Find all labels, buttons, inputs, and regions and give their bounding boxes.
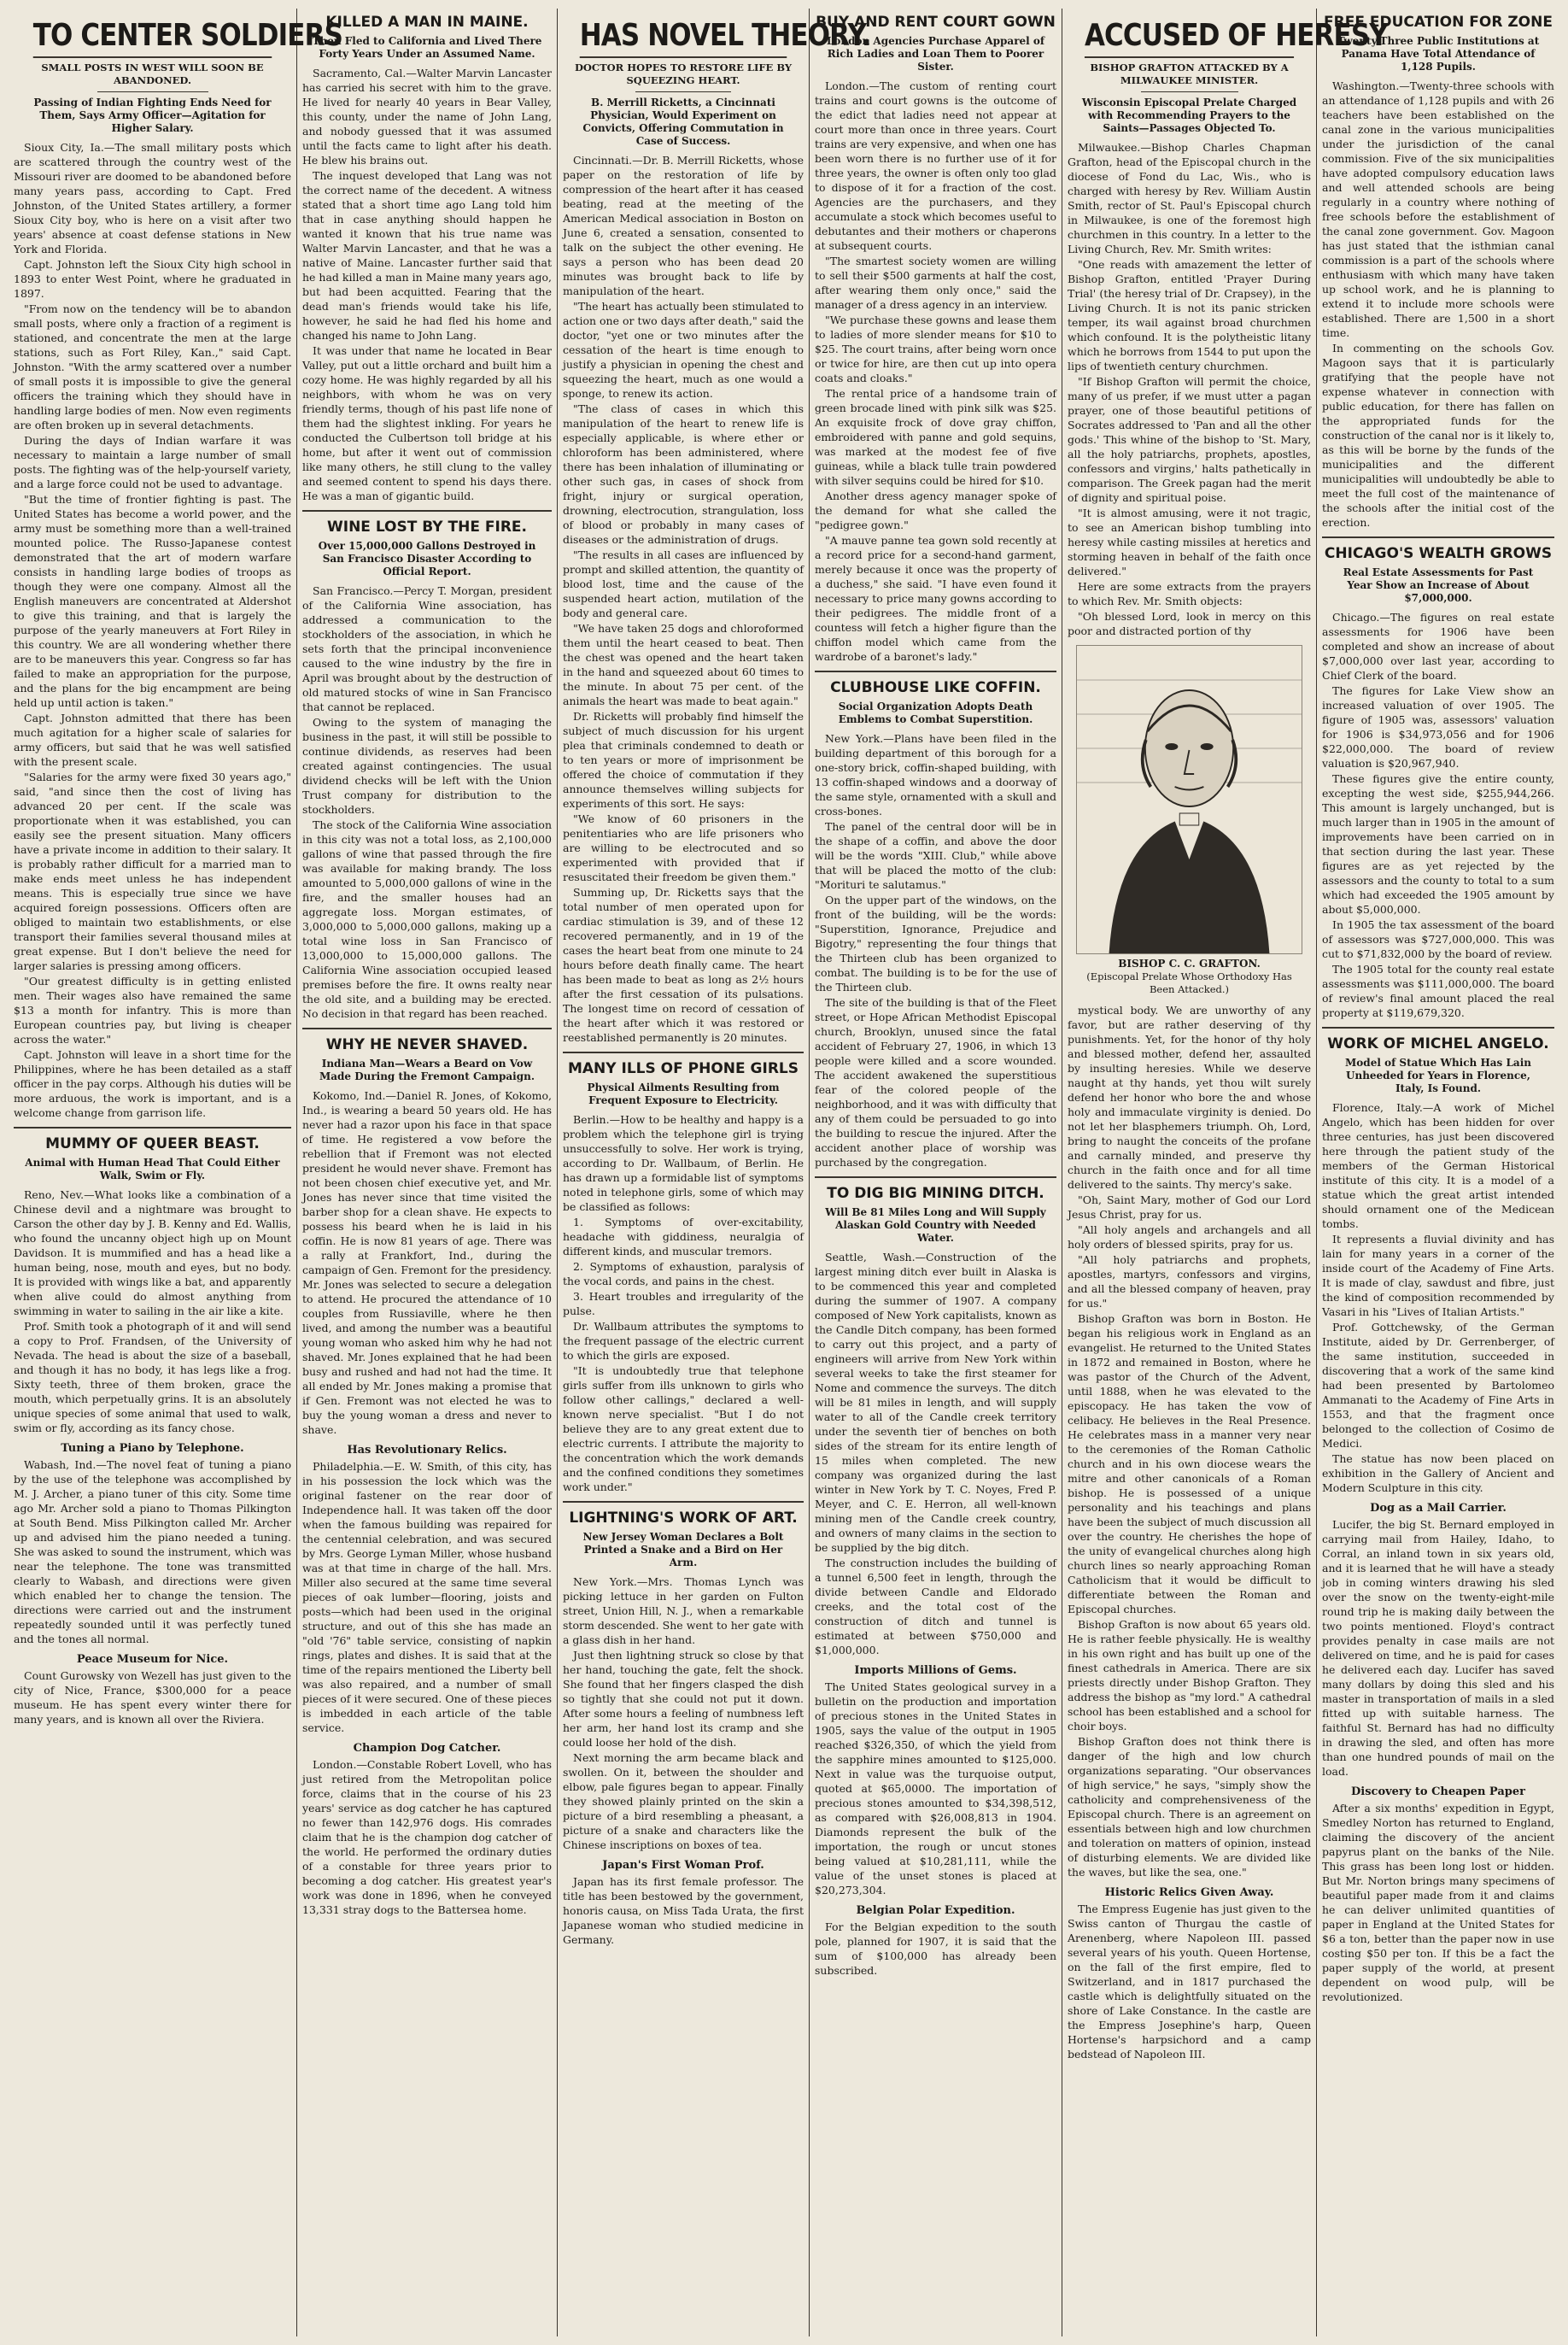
paragraph: "It is almost amusing, were it not tragic, to see an American bishop tumbling into heresy while casting missiles at heretics and storming heaven in behalf of the faith once delivered.": [1068, 507, 1311, 577]
paragraph: The Empress Eugenie has just given to the Swiss canton of Thurgau the castle of Arenenberg, where Napoleon III. passed several years of his youth. Queen Hortense, on the fall of the first empire, fled to Switzerland, and in 1817 purchased the castle which is delightfully situated on the shore of Lake Constance. In the castle are the Empress Josephine's harp, Queen Hortense's harpsichord and a camp bedstead of Napoleon III.: [1068, 1902, 1311, 2061]
column-2: [297, 9, 558, 2336]
paragraph: New York.—Plans have been filed in the building department of this borough for a one-story brick, coffin-shaped building, with 13 coffin-shaped windows and a doorway of the same style, ornamented with a skull and cross-bones.: [815, 732, 1056, 818]
paragraph: Owing to the system of managing the business in the past, it will still be possible to continue dividends, as reserves had been created against contingencies. The usual dividend checks will be left with the Union Trust company for distribution to the stockholders.: [302, 716, 552, 816]
paragraph: Philadelphia.—E. W. Smith, of this city, has in his possession the lock which was the original fastener on the rear door of Independence hall. It was taken off the door when the famous building was repaired for the centennial celebration, and was secured by Mrs. George Lyman Miller, whose husband was at that time in charge of the hall. Mrs. Miller also secured at the same time several pieces of oak lumber—flooring, joists and posts—which had been used in the original structure, and out of this she has made an "old '76" table service, consisting of napkin rings, plates and dishes. It is said that at the time of the repairs mentioned the Liberty bell was also repaired, and a number of small pieces of it were secured. One of these pieces is imbedded in each article of the table service.: [302, 1460, 552, 1734]
headline-killed-man: KILLED A MAN IN MAINE.: [325, 14, 529, 31]
deck: Physical Ailments Resulting from Frequent Exposure to Electricity.: [587, 1082, 780, 1106]
minor-headline: Japan's First Woman Prof.: [602, 1859, 764, 1872]
minor-headline: Belgian Polar Expedition.: [856, 1904, 1015, 1917]
paragraph: mystical body. We are unworthy of any favor, but are rather deserving of thy punishments. Yet, for the honor of thy holy and blessed mother, defend her, assaulted by insulting heresies. While we deserve naught at thy hands, yet thou wilt surely defend her honor who bore the and whose holy and immaculate virginity is denied. Do not let her blasphemers triumph. Oh, Lord, bring to naught the conceits of the profane and carnally minded, and preserve thy church in the faith once and for all time delivered to the saints. Thy mercy's sake.: [1068, 1004, 1311, 1191]
column-6: [1317, 9, 1559, 2336]
headline-novel-theory: HAS NOVEL THEORY.: [580, 15, 787, 58]
caption-name: BISHOP C. C. GRAFTON.: [1118, 958, 1261, 970]
paragraph: These figures give the entire county, excepting the west side, $255,944,266. This amount is largely unchanged, but is much larger than in 1905 in the amount of improvements have been carried on in that section during the last year. These figures are as yet rejected by the assessors and the county to total to a sum which had exceeded the 1905 amount by about $5,000,000.: [1322, 772, 1554, 916]
paragraph: Bishop Grafton was born in Boston. He began his religious work in England as an evangelist. He returned to the United States in 1872 and remained in Boston, where he was pastor of the Church of the Advent, until 1888, when he was elevated to the episcopacy. He has taken the vow of celibacy. He believes in the Real Presence. He celebrates mass in a manner very near to the ceremonies of the Roman Catholic church and in his own diocese wears the mitre and other canonicals of a Roman bishop. He is possessed of a unique personality and his teachings and plans have been the subject of much discussion all over the country. He cherishes the hope of the unity of evangelical churches along high church lines so nearly approaching Roman Catholicism that it would be difficult to differentiate between the Roman and Episcopal churches.: [1068, 1312, 1311, 1615]
headline-center-soldiers: TO CENTER SOLDIERS: [33, 15, 272, 58]
paragraph: Dr. Ricketts will probably find himself the subject of much discussion for his urgent plea that criminals condemned to death or to ten years or more of imprisonment be offered the choice of commutation if they announce themselves willing subjects for experiments of this sort. He says:: [563, 710, 804, 810]
paragraph: On the upper part of the windows, on the front of the building, will be the words: "Superstition, Ignorance, Prejudice and Bigotry," representing the four things that the Thirteen club has been organized to combat. The building is to be for the use of the Thirteen club.: [815, 894, 1056, 994]
paragraph: It was under that name he located in Bear Valley, put out a little orchard and built him a cozy home. He was highly regarded by all his neighbors, with whom he was on very friendly terms, though of his past life none of them had the slightest inkling. For years he conducted the Culbertson toll bridge at his home, but after it went out of commission like many others, he still clung to the valley and seemed content to spend his days there. He was a man of gigantic build.: [302, 344, 552, 502]
headline-never-shaved: WHY HE NEVER SHAVED.: [325, 1036, 529, 1053]
minor-headline: Imports Millions of Gems.: [854, 1664, 1017, 1677]
subhead: BISHOP GRAFTON ATTACKED BY A MILWAUKEE MINISTER.: [1090, 62, 1289, 86]
paragraph: Berlin.—How to be healthy and happy is a problem which the telephone girl is trying unsuccessfully to solve. Her work is trying, according to Dr. Wallbaum, of Berlin. He has drawn up a formidable list of symptoms noted in telephone girls, some of which may be classified as follows:: [563, 1113, 804, 1213]
paragraph: Summing up, Dr. Ricketts says that the total number of men operated upon for cardiac stimulation is 39, and of these 12 recovered permanently, and in 19 of the cases the heart beat from one minute to 24 hours before death finally came. The heart has been made to beat as long as 2½ hours after the first cessation of its pulsations. The longest time on record of cessation of the heart after which it was restored or reestablished permanently is 20 minutes.: [563, 886, 804, 1044]
paragraph: Kokomo, Ind.—Daniel R. Jones, of Kokomo, Ind., is wearing a beard 50 years old. He has never had a razor upon his face in that space of time. He registered a vow before the rebellion that if Fremont was not elected president he would never shave. Fremont has not been chosen chief executive yet, and Mr. Jones has never since that time visited the barber shop for a clean shave. He expects to possess his beard when he is laid in his coffin. He is now 81 years of age. There was a rally at Frankfort, Ind., during the campaign of Gen. Fremont for the presidency. Mr. Jones was selected to secure a delegation to attend. He procured the attendance of 10 couples from Russiaville, where he then lived, and among the number was a beautiful young woman who asked him why he had not shaved. Mr. Jones explained that he had been busy and rushed and had not had the time. It all ended by Mr. Jones making a promise that if Gen. Fremont was not elected he was to buy the young woman a dress and never to shave.: [302, 1089, 552, 1436]
deck: London Agencies Purchase Apparel of Rich Ladies and Loan Them to Poorer Sister.: [826, 35, 1045, 73]
divider: [14, 1127, 291, 1129]
paragraph: "If Bishop Grafton will permit the choice, many of us prefer, if we must utter a pagan prayer, one of those beautiful petitions of Socrates addressed to 'Pan and all the other gods.' This whine of the bishop to 'St. Mary, all the holy patriarchs, prophets, apostles, confessors and virgins,' halts pathetically in comparison. The Greek pagan had the merit of dignity and spiritual poise.: [1068, 375, 1311, 504]
deck: Real Estate Assessments for Past Year Show an Increase of About $7,000,000.: [1343, 566, 1534, 604]
paragraph: "Salaries for the army were fixed 30 years ago," said, "and since then the cost of living has advanced 20 per cent. If the scale was proportionate when it was established, you can easily see the present situation. Many officers have a private income in addition to their salary. It is probably rather difficult for a married man to make ends meet unless he has independent means. This is especially true since we have acquired foreign possessions. Officers often are obliged to maintain two establishments, or else transport their families several thousand miles at great expense. But I don't believe the need for larger salaries is pressing among officers.: [14, 771, 291, 972]
paragraph: The construction includes the building of a tunnel 6,500 feet in length, through the divide between Candle and Eldorado creeks, and the total cost of the construction of ditch and tunnel is estimated at between $750,000 and $1,000,000.: [815, 1556, 1056, 1656]
minor-headline: Tuning a Piano by Telephone.: [61, 1442, 244, 1455]
deck: New Jersey Woman Declares a Bolt Printed a Snake and a Bird on Her Arm.: [582, 1531, 784, 1568]
paragraph: Next morning the arm became black and swollen. On it, between the shoulder and elbow, pale figures began to appear. Finally they showed plainly printed on the skin a picture of a bird resembling a pheasant, a picture of a snake and characters like the Chinese inscriptions on boxes of tea.: [563, 1751, 804, 1851]
paragraph: Japan has its first female professor. The title has been bestowed by the government, honoris causa, on Miss Tada Urata, the first Japanese woman who studied medicine in Germany.: [563, 1875, 804, 1946]
caption-description: (Episcopal Prelate Whose Orthodoxy Has Been Attacked.): [1086, 970, 1292, 995]
subhead: SMALL POSTS IN WEST WILL SOON BE ABANDONED.: [41, 62, 264, 86]
paragraph: Here are some extracts from the prayers to which Rev. Mr. Smith objects:: [1068, 580, 1311, 607]
divider: [97, 91, 208, 92]
deck: Twenty-Three Public Institutions at Panama Have Total Attendance of 1,128 Pupils.: [1337, 35, 1540, 73]
headline-free-education: FREE EDUCATION FOR ZONE: [1324, 14, 1553, 31]
paragraph: Capt. Johnston will leave in a short time for the Philippines, where he has been detailed as a staff officer in the pay corps. Although his duties will be more arduous, the work is important, and is a welcome change from garrison life.: [14, 1048, 291, 1119]
deck: Passing of Indian Fighting Ends Need for Them, Says Army Officer—Agitation for Higher Salary.: [33, 97, 272, 134]
paragraph: Florence, Italy.—A work of Michel Angelo, which has been hidden for over three centuries, has just been discovered here through the patient study of the members of the German Historical institute of this city. It is a model of a statue which the great artist intended should ornament one of the Medicean tombs.: [1322, 1101, 1554, 1230]
paragraph: "The heart has actually been stimulated to action one or two days after death," said the doctor, "yet one or two minutes after the cessation of the heart is time enough to justify a physician in opening the chest and squeezing the heart, much as one would a sponge, to renew its action.: [563, 300, 804, 400]
paragraph: "All holy angels and archangels and all holy orders of blessed spirits, pray for us.: [1068, 1223, 1311, 1251]
paragraph: "Our greatest difficulty is in getting enlisted men. Their wages also have remained the same $13 a month for infantry. This is more than European countries pay, but living is cheaper across the water.": [14, 975, 291, 1046]
deck: Model of Statue Which Has Lain Unheeded for Years in Florence, Italy, Is Found.: [1345, 1057, 1531, 1094]
minor-headline: Peace Museum for Nice.: [76, 1653, 229, 1666]
paragraph: "The results in all cases are influenced by prompt and skilled attention, the quantity of blood lost, time and the cause of the suspended heart action, mutilation of the body and general care.: [563, 548, 804, 619]
minor-headline: Dog as a Mail Carrier.: [1370, 1502, 1507, 1515]
paragraph: Milwaukee.—Bishop Charles Chapman Grafton, head of the Episcopal church in the diocese of Fond du Lac, Wis., who is charged with heresy by Rev. William Austin Smith, rector of St. Paul's Episcopal church in Milwaukee, is one of the foremost high churchmen in this country. In a letter to the Living Church, Rev. Mr. Smith writes:: [1068, 141, 1311, 255]
paragraph: "All holy patriarchs and prophets, apostles, martyrs, confessors and virgins, and all the blessed company of heaven, pray for us.": [1068, 1253, 1311, 1310]
paragraph: The statue has now been placed on exhibition in the Gallery of Ancient and Modern Sculpture in this city.: [1322, 1452, 1554, 1494]
deck: B. Merrill Ricketts, a Cincinnati Physician, Would Experiment on Convicts, Offering Commutation in Case of Success.: [582, 97, 784, 147]
paragraph: "We purchase these gowns and lease them to ladies of more slender means for $10 to $25. The court trains, after being worn once or twice for hire, are then cut up into opera coats and cloaks.": [815, 314, 1056, 384]
divider: [635, 91, 732, 92]
divider: [1141, 91, 1238, 92]
minor-headline: Discovery to Cheapen Paper: [1351, 1785, 1525, 1798]
headline-heresy: ACCUSED OF HERESY: [1085, 15, 1294, 58]
headline-mining-ditch: TO DIG BIG MINING DITCH.: [827, 1185, 1044, 1202]
paragraph: 2. Symptoms of exhaustion, paralysis of the vocal cords, and pains in the chest.: [563, 1260, 804, 1287]
paragraph: Sioux City, Ia.—The small military posts which are scattered through the country west of the Missouri river are doomed to be abandoned before many years pass, according to Capt. Fred Johnston, of the United States artillery, a former Sioux City boy, who is here on a visit after two years' absence at coast defense stations in New York and Florida.: [14, 141, 291, 255]
minor-headline: Has Revolutionary Relics.: [347, 1444, 507, 1457]
paragraph: The rental price of a handsome train of green brocade lined with pink silk was $25. An exquisite frock of dove gray chiffon, embroidered with panne and gold sequins, was marked at the modest fee of five guineas, while a black tulle train powdered with silver sequins could be hired for $10.: [815, 387, 1056, 487]
paragraph: The panel of the central door will be in the shape of a coffin, and above the door will be the words "XIII. Club," while above that will be placed the motto of the club: "Morituri te salutamus.": [815, 820, 1056, 891]
divider: [1322, 1027, 1554, 1029]
paragraph: 1. Symptoms of over-excitability, headache with giddiness, neuralgia of different kinds, and muscular tremors.: [563, 1216, 804, 1258]
portrait-illustration-icon: [1077, 646, 1302, 953]
paragraph: Count Gurowsky von Wezell has just given to the city of Nice, France, $300,000 for a peace museum. He has spent every winter there for many years, and is known all over the Riviera.: [14, 1669, 291, 1726]
paragraph: Capt. Johnston left the Sioux City high school in 1893 to enter West Point, where he graduated in 1897.: [14, 258, 291, 300]
headline-phone-girls: MANY ILLS OF PHONE GIRLS: [567, 1060, 799, 1077]
paragraph: The stock of the California Wine association in this city was not a total loss, as 2,100,000 gallons of wine that passed through the fire was available for making brandy. The loss amounted to 5,000,000 gallons of wine in the fire, and the smaller houses had an aggregate loss. Morgan estimates, of 3,000,000 to 5,000,000 gallons, making up a total wine loss in San Francisco of 13,000,000 to 15,000,000 gallons. The California Wine association occupied leased premises before the fire. It owns realty near the old site, and a building may be erected. No decision in that regard has been reached.: [302, 818, 552, 1020]
column-1: [9, 9, 343, 2336]
deck: Then Fled to California and Lived There Forty Years Under an Assumed Name.: [312, 35, 542, 60]
paragraph: "A mauve panne tea gown sold recently at a record price for a second-hand garment, merely because it once was the property of a duchess," she said. "I have even found it necessary to price many gowns according to their pedigrees. The middle front of a countess will fetch a higher figure than the chiffon model which came from the wardrobe of a baronet's lady.": [815, 534, 1056, 663]
paragraph: "But the time of frontier fighting is past. The United States has become a world power, and the army must be something more than a well-trained mounted police. The Russo-Japanese contest demonstrated that the art of modern warfare consists in handling large bodies of troops as though they were one company. Almost all the English maneuvers are concentrated at Aldershot to give this training, and that is largely the purpose of the yearly maneuvers at Fort Riley in this country. We are all wondering whether there are to be maneuvers this year. Congress so far has failed to make an appropriation for the purpose, and the plans for the big encampment are being held up until action is taken.": [14, 493, 291, 709]
paragraph: 3. Heart troubles and irregularity of the pulse.: [563, 1290, 804, 1317]
deck: Will Be 81 Miles Long and Will Supply Alaskan Gold Country with Needed Water.: [825, 1206, 1046, 1244]
paragraph: "The class of cases in which this manipulation of the heart to renew life is especially applicable, is where ether or chloroform has been administered, where there has been inhalation of illuminating or other such gas, in cases of shock from fright, injury or surgical operation, drowning, electrocution, strangulation, loss of blood or probably in many cases of diseases or the administration of drugs.: [563, 402, 804, 546]
paragraph: "We have taken 25 dogs and chloroformed them until the heart ceased to beat. Then the chest was opened and the heart taken in the hand and squeezed about 60 times to the minute. In about 75 per cent. of the animals the heart was made to beat again.": [563, 622, 804, 707]
paragraph: In commenting on the schools Gov. Magoon says that it is particularly gratifying that the people have not expense whatever in connection with public education, for there has fallen on the appropriated funds for the construction of the canal nor is it likely to, as this will be borne by the funds of the municipalities and the different municipalities will undoubtedly be able to meet the full cost of the maintenance of the schools after the initial cost of the erection.: [1322, 342, 1554, 529]
paragraph: Reno, Nev.—What looks like a combination of a Chinese devil and a nightmare was brought to Carson the other day by J. B. Kenny and Ed. Wallis, who found the uncanny object high up on Mount Davidson. It is mummified and has a head like a human being, nose, mouth and eyes, but no body. It is provided with wings like a bat, and apparently when alive could do almost anything from swimming in water to sailing in the air like a kite.: [14, 1188, 291, 1317]
paragraph: The site of the building is that of the Fleet street, or Hope African Methodist Episcopal church, Brooklyn, unused since the fatal accident of February 27, 1906, in which 13 people were killed and a score wounded. The accident awakened the superstitious fear of the colored people of the neighborhood, and it was with difficulty that any of them could be persuaded to go into the building to rescue the injured. After the accident another place of worship was purchased by the congregation.: [815, 996, 1056, 1169]
paragraph: Just then lightning struck so close by that her hand, touching the gate, felt the shock. She found that her fingers clasped the dish so tightly that she could not put it down. After some hours a feeling of numbness left her arm, her hand lost its cramp and she could loose her hold of the dish.: [563, 1649, 804, 1749]
deck: Animal with Human Head That Could Either Walk, Swim or Fly.: [25, 1157, 280, 1181]
paragraph: The figures for Lake View show an increased valuation of over 1905. The figure of 1905 was, assessors' valuation for 1906 is $34,973,056 and for 1906 $22,000,000. The board of review valuation is $20,967,940.: [1322, 684, 1554, 770]
paragraph: During the days of Indian warfare it was necessary to maintain a large number of small posts. The fighting was of the help-yourself variety, and a large force could not be used to advantage.: [14, 434, 291, 490]
paragraph: Prof. Smith took a photograph of it and will send a copy to Prof. Frandsen, of the University of Nevada. The head is about the size of a baseball, and though it has no body, it has legs like a frog. Sixty teeth, three of them broken, grace the mouth, which perpetually grins. It is an absolutely unique species of some animal that used to walk, swim or fly, according as its fancy chose.: [14, 1320, 291, 1434]
divider: [815, 671, 1056, 672]
headline-mummy: MUMMY OF QUEER BEAST.: [45, 1135, 260, 1152]
paragraph: "One reads with amazement the letter of Bishop Grafton, entitled 'Prayer During Trial' (the heresy trial of Dr. Crapsey), in the Living Church. It is not its panic stricken temper, its wail against broad churchmen which confound. It is the polytheistic litany which he borrows from 1544 to put upon the lips of twentieth century churchmen.: [1068, 258, 1311, 372]
paragraph: "From now on the tendency will be to abandon small posts, where only a fraction of a regiment is stationed, and concentrate the men at the large stations, such as Fort Riley, Kan.," said Capt. Johnston. "With the army scattered over a number of small posts it is impossible to give the general officers the training which they should have in handling large bodies of men. Now even regiments are often broken up in several detachments.: [14, 302, 291, 431]
column-3: [558, 9, 871, 2336]
minor-headline: Historic Relics Given Away.: [1104, 1886, 1274, 1899]
paragraph: Prof. Gottchewsky, of the German Institute, aided by Dr. Gerrenberger, of the same institution, succeeded in discovering that a work of the same kind had been presented by Bartolomeo Ammanati to the Academy of Fine Arts in 1553, and that the fragment once belonged to the collection of Cosimo de Medici.: [1322, 1321, 1554, 1450]
column-5: [1062, 9, 1388, 2336]
paragraph: "It is undoubtedly true that telephone girls suffer from ills unknown to girls who follow other callings," declared a well-known nerve specialist. "But I do not believe they are to any great extent due to electric currents. I attribute the majority to the concentration which the work demands and the confined conditions they sometimes work under.": [563, 1364, 804, 1493]
image-caption: [1073, 958, 1306, 996]
paragraph: After a six months' expedition in Egypt, Smedley Norton has returned to England, claiming the discovery of the ancient papyrus plant on the banks of the Nile. This grass has been long lost or hidden. But Mr. Norton brings many specimens of beautiful paper made from it and claims he can deliver unlimited quantities of paper in England at the United States for $6 a ton, better than the paper now in use costing $50 per ton. If this be a fact the paper supply of the world, at present dependent on wood pulp, will be revolutionized.: [1322, 1802, 1554, 2003]
paragraph: Seattle, Wash.—Construction of the largest mining ditch ever built in Alaska is to be commenced this year and completed during the summer of 1907. A company composed of New York capitalists, known as the Candle Ditch company, has been formed to carry out this project, and a party of engineers will arrive from New York within several weeks to take the first steamer for Nome and commence the surveys. The ditch will be 81 miles in length, and will supply water to all of the Candle creek territory under the seventh tier of benches on both sides of the stream for its entire length of 15 miles when completed. The new company was organized during the last winter in New York by T. C. Noyes, Fred P. Meyer, and C. E. Herron, all well-known mining men of the Candle creek country, and owners of many claims in the section to be supplied by the big ditch.: [815, 1251, 1056, 1554]
paragraph: The inquest developed that Lang was not the correct name of the decedent. A witness stated that a short time ago Lang told him that in case anything should happen he wanted it known that his true name was Walter Marvin Lancaster, and that he was a native of Maine. Lancaster further said that he had killed a man in Maine many years ago, but had been acquitted. Fearing that the dead man's friends would take his life, however, he said he had fled his home and changed his name to John Lang.: [302, 169, 552, 342]
headline-court-gown: BUY AND RENT COURT GOWN: [816, 14, 1056, 31]
minor-headline: Champion Dog Catcher.: [353, 1742, 501, 1755]
deck: Over 15,000,000 Gallons Destroyed in San Francisco Disaster According to Official Report.: [318, 540, 536, 577]
paragraph: In 1905 the tax assessment of the board of assessors was $727,000,000. This was cut to $71,832,000 by the board of review.: [1322, 918, 1554, 960]
paragraph: London.—The custom of renting court trains and court gowns is the outcome of the edict that ladies need not appear at court more than once in three years. Court trains are very expensive, and when one has been worn there is no further use of it for three years, the owner is often only too glad to dispose of it for a fraction of the cost. Agencies are the purchasers, and they accumulate a stock which becomes useful to debutantes and their mothers or chaperons at subsequent courts.: [815, 79, 1056, 252]
headline-wine-lost: WINE LOST BY THE FIRE.: [327, 519, 527, 536]
divider: [563, 1052, 804, 1053]
paragraph: Lucifer, the big St. Bernard employed in carrying mail from Hailey, Idaho, to Corral, an inland town in six years old, and it is learned that he will have a steady job in coming winters drawing his sled over the snow on the twenty-eight-mile round trip he is making daily between the two points mentioned. Floyd's contract provides penalty in case mails are not delivered on time, and he is paid for cases he delivered each day. Lucifer has saved many dollars by doing this sled and his master in transportation of mails in a sled fitted up with suitable harness. The faithful St. Bernard has had no difficulty in drawing the sled, and often has more than one hundred pounds of mail on the load.: [1322, 1518, 1554, 1778]
paragraph: Wabash, Ind.—The novel feat of tuning a piano by the use of the telephone was accomplished by M. J. Archer, a piano tuner of this city. Some time ago Mr. Archer sold a piano to Thomas Pilkington at South Bend. Miss Pilkington called Mr. Archer up and advised him the piano needed a tuning. She was asked to sound the instrument, which was near the telephone. The tone was transmitted clearly to Wabash, and directions were given which enabled her to change the tension. The directions were carried out and the instrument repeatedly sounded until it was perfectly tuned and the tones all normal.: [14, 1458, 291, 1645]
subhead: DOCTOR HOPES TO RESTORE LIFE BY SQUEEZING HEART.: [574, 62, 793, 86]
paragraph: The United States geological survey in a bulletin on the production and importation of precious stones in the United States in 1905, says the value of the output in 1905 reached $326,350, of which the yield from the sapphire mines amounted to $125,000. Next in value was the turquoise output, quoted at $65,0000. The importation of precious stones amounted to $34,398,512, as compared with $26,008,813 in 1904. Diamonds represent the bulk of the importation, the rough or uncut stones being valued at $10,281,111, while the value of the unset stones is placed at $20,273,304.: [815, 1680, 1056, 1897]
paragraph: Cincinnati.—Dr. B. Merrill Ricketts, whose paper on the restoration of life by compression of the heart after it has ceased beating, read at the meeting of the American Medical association in Boston on June 6, created a sensation, consented to talk on the subject the other evening. He says a person who has been dead 20 minutes was brought back to life by manipulation of the heart.: [563, 154, 804, 297]
headline-lightning: LIGHTNING'S WORK OF ART.: [569, 1510, 798, 1527]
paragraph: Dr. Wallbaum attributes the symptoms to the frequent passage of the electric current to which the girls are exposed.: [563, 1320, 804, 1362]
divider: [563, 1501, 804, 1503]
divider: [1322, 536, 1554, 538]
divider: [302, 510, 552, 512]
paragraph: London.—Constable Robert Lovell, who has just retired from the Metropolitan police force, claims that in the course of his 23 years' service as dog catcher he has captured no fewer than 142,976 dogs. His comrades claim that he is the champion dog catcher of the world. He performed the ordinary duties of a constable for three years prior to becoming a dog catcher. His greatest year's work was done in 1896, when he conveyed 13,331 stray dogs to the Battersea home.: [302, 1758, 552, 1916]
divider: [302, 1028, 552, 1029]
column-4: [810, 9, 1062, 2336]
deck: Social Organization Adopts Death Emblems to Combat Superstition.: [838, 701, 1033, 725]
paragraph: New York.—Mrs. Thomas Lynch was picking lettuce in her garden on Fulton street, Union Hill, N. J., when a remarkable storm descended. She went to her gate with a glass dish in her hand.: [563, 1575, 804, 1646]
paragraph: "Oh, Saint Mary, mother of God our Lord Jesus Christ, pray for us.: [1068, 1193, 1311, 1221]
paragraph: Chicago.—The figures on real estate assessments for 1906 have been completed and show an increase of about $7,000,000 over last year, according to Chief Clerk of the board.: [1322, 611, 1554, 682]
paragraph: San Francisco.—Percy T. Morgan, president of the California Wine association, has addressed a communication to the stockholders of the association, in which he sets forth that the principal inconvenience caused to the wine industry by the fire in April was brought about by the destruction of old matured stocks of wine in San Francisco that cannot be replaced.: [302, 584, 552, 713]
paragraph: Sacramento, Cal.—Walter Marvin Lancaster has carried his secret with him to the grave. He lived for nearly 40 years in Bear Valley, this county, under the name of John Lang, and nobody guessed that it was assumed until the facts came to light after his death. He blew his brains out.: [302, 67, 552, 167]
headline-michel-angelo: WORK OF MICHEL ANGELO.: [1327, 1035, 1549, 1052]
headline-clubhouse: CLUBHOUSE LIKE COFFIN.: [830, 679, 1041, 696]
headline-chicago-wealth: CHICAGO'S WEALTH GROWS: [1324, 545, 1553, 562]
paragraph: Another dress agency manager spoke of the demand for what she called the "pedigree gown.": [815, 490, 1056, 531]
paragraph: Bishop Grafton is now about 65 years old. He is rather feeble physically. He is wealthy in his own right and has built up one of the finest cathedrals in America. There are six priests directly under Bishop Grafton. They address the bishop as "my lord." A cathedral school has been established and a school for choir boys.: [1068, 1618, 1311, 1732]
paragraph: The 1905 total for the county real estate assessments was $111,000,000. The board of review's final amount placed the real property at $119,679,320.: [1322, 963, 1554, 1019]
divider: [815, 1176, 1056, 1178]
paragraph: "The smartest society women are willing to sell their $500 garments at half the cost, after wearing them only once," said the manager of a dress agency in an interview.: [815, 255, 1056, 311]
paragraph: Capt. Johnston admitted that there has been much agitation for a higher scale of salaries for army officers, but said that he was well satisfied with the present scale.: [14, 712, 291, 768]
paragraph: For the Belgian expedition to the south pole, planned for 1907, it is said that the sum of $100,000 has already been subscribed.: [815, 1920, 1056, 1977]
deck: Indiana Man—Wears a Beard on Vow Made During the Fremont Campaign.: [319, 1058, 535, 1082]
paragraph: Washington.—Twenty-three schools with an attendance of 1,128 pupils and with 26 teachers have been established on the canal zone in the various municipalities under the jurisdiction of the canal commission. Five of the six municipalities have adopted compulsory education laws and well attended schools are being regularly in a country where nothing of free schools before the establishment of the canal zone government. Gov. Magoon has just stated that the isthmian canal commission is a part of the schools where enthusiasm with which many have taken up school work, and he is planning to extend it to include more schools were established. There are 1,500 in a short time.: [1322, 79, 1554, 339]
deck: Wisconsin Episcopal Prelate Charged with Recommending Prayers to the Saints—Passages Objected To.: [1081, 97, 1297, 134]
bishop-portrait-image: [1076, 645, 1302, 954]
paragraph: Bishop Grafton does not think there is danger of the high and low church organizations separating. "Our observances of high service," he says, "simply show the catholicity and comprehensiveness of the Episcopal church. There is an agreement on essentials between high and low churchmen and toleration on matters of opinion, instead of disturbing elements. We are divided like the waves, but like the sea, one.": [1068, 1735, 1311, 1879]
paragraph: "Oh blessed Lord, look in mercy on this poor and distracted portion of thy: [1068, 610, 1311, 637]
paragraph: "We know of 60 prisoners in the penitentiaries who are life prisoners who are willing to be electrocuted and so experimented with provided that if resuscitated their freedom be given them.": [563, 812, 804, 883]
paragraph: It represents a fluvial divinity and has lain for many years in a corner of the inside court of the Academy of Fine Arts. It is made of clay, sawdust and fibre, just the kind of composition recommended by Vasari in his "Lives of Italian Artists.": [1322, 1233, 1554, 1318]
